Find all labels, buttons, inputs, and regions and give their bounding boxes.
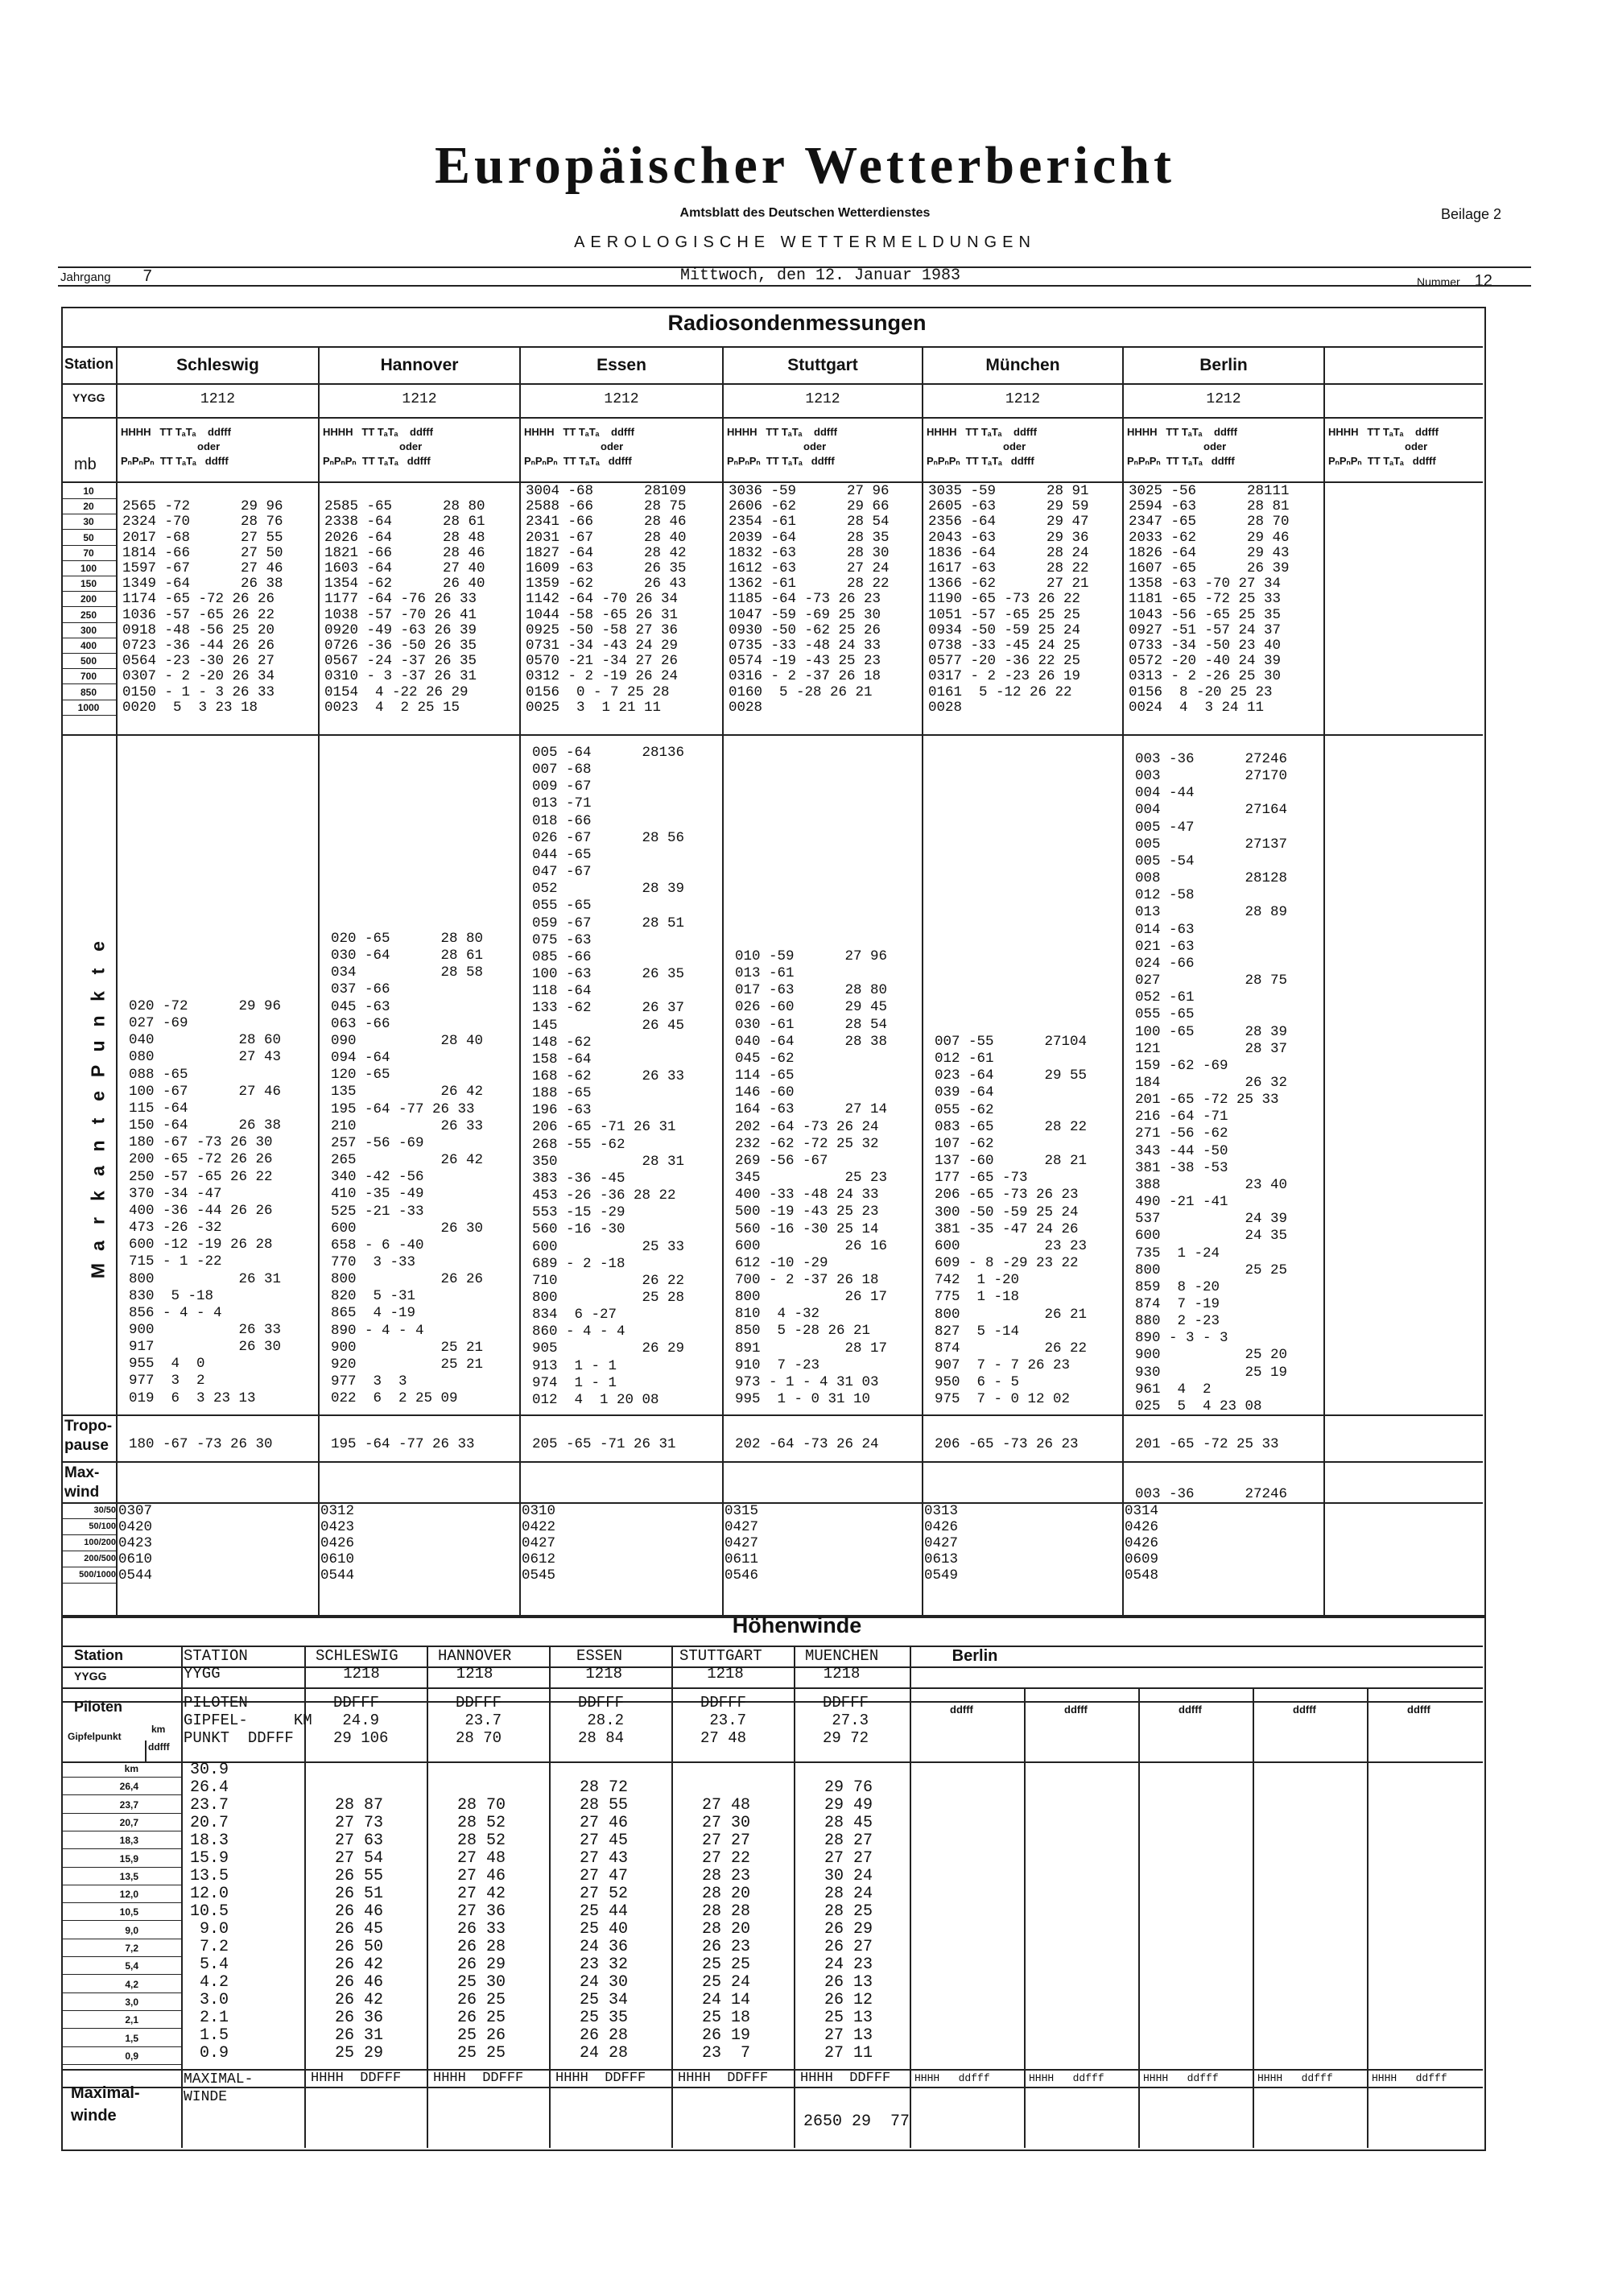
hw-ddfff-header: ddfff — [1293, 1703, 1316, 1716]
markante-letter: t — [87, 1117, 109, 1125]
hw-max-hdr: HHHH DDFFF — [433, 2071, 524, 2086]
hw-station-essen: ESSEN 1218 — [576, 1647, 623, 1683]
hw-max-hdr-small: HHHH ddfff — [1372, 2072, 1447, 2084]
layer-label: 50/100 — [89, 1522, 116, 1531]
km-level: 0,9 — [125, 2050, 138, 2062]
yygg-value: 1212 — [200, 391, 236, 407]
km-rule — [63, 1867, 181, 1868]
mb-rule — [63, 668, 116, 669]
layer-rule — [63, 1518, 116, 1519]
col-divider — [1367, 1687, 1368, 2148]
km-rule — [63, 1902, 181, 1903]
col-divider — [922, 346, 923, 1615]
rule — [63, 1761, 1483, 1763]
rule — [63, 1687, 1483, 1689]
mb-level: 70 — [83, 547, 94, 559]
yygg-value: 1212 — [1206, 391, 1241, 407]
hw-piloten-essen: DDFFF 28.2 28 84 — [578, 1694, 625, 1747]
jahrgang-info — [60, 267, 152, 286]
col-header-line1: HHHH TT TₐTₐ ddfff — [323, 426, 433, 438]
mb-rule — [63, 683, 116, 684]
hw-head-col: STATION YYGG — [184, 1647, 248, 1683]
markante-letter: e — [87, 941, 109, 952]
hw-ddfff-label: ddfff — [148, 1741, 170, 1753]
hw-piloten-schleswig: DDFFF 24.9 29 106 — [333, 1694, 389, 1747]
rule — [63, 383, 1483, 385]
hw-max-hdr: HHHH DDFFF — [678, 2071, 769, 2086]
hw-piloten-hannover: DDFFF 23.7 28 70 — [456, 1694, 502, 1747]
col-header-line1: HHHH TT TₐTₐ ddfff — [927, 426, 1037, 438]
station-label: Station — [64, 356, 114, 372]
hw-max-hdr-small: HHHH ddfff — [1143, 2072, 1219, 2084]
km-rule — [63, 1992, 181, 1993]
markante-essen: 005 -64 28136 007 -68 009 -67 013 -71 018 -66 026 -67 28 56 044 -65 047 -67 052 28 39 055 -65 059 -67 28 51 075 -63 085 -66 100 -63 26 35 118 -64 133 -62 26 37 145 26 45 148 -62 158 -64 168 -62 26 33 188 -65 196 -63 206 -65 -71 26 31 268 -55 -62 350 28 31 383 -36 -45 453 -26 -36 28 22 553 -15 -29 560 -16 -30 600 25 33 689 - 2 -18 710 26 22 800 25 28 834 6 -27 860 - 4 - 4 905 26 29 913 1 - 1 974 1 - 1 012 4 1 20 08 — [532, 745, 685, 1408]
issue-date: Mittwoch, den 12. Januar 1983 — [680, 266, 961, 285]
tropopause-muenchen: 206 -65 -73 26 23 — [935, 1436, 1079, 1452]
tropopause-stuttgart: 202 -64 -73 26 24 — [735, 1436, 879, 1452]
col-header-oder: oder — [399, 440, 423, 452]
hw-station-label: Station — [74, 1647, 123, 1663]
hw-ddfff-header: ddfff — [1064, 1703, 1088, 1716]
markante-letter: P — [87, 1064, 109, 1078]
col-divider — [1253, 1687, 1254, 2148]
yygg-value: 1212 — [402, 391, 437, 407]
markante-letter: k — [87, 1191, 109, 1201]
km-rule — [63, 1794, 181, 1795]
beilage-label: Beilage 2 — [1441, 206, 1502, 222]
layer-rule — [63, 1534, 116, 1535]
page-title: Europäischer Wetterbericht — [434, 136, 1176, 195]
hw-max-hdr: HHHH DDFFF — [800, 2071, 891, 2086]
jahrgang-value: 7 — [142, 267, 152, 285]
markante-letter: n — [87, 1140, 109, 1152]
km-rule — [63, 1813, 181, 1814]
tropopause-essen: 205 -65 -71 26 31 — [532, 1436, 676, 1452]
col-divider — [549, 1646, 551, 2148]
km-level: 13,5 — [119, 1870, 138, 1882]
rule — [63, 734, 1483, 736]
mb-level: 250 — [80, 609, 97, 621]
col-header-oder: oder — [803, 440, 827, 452]
col-header-line1: HHHH TT TₐTₐ ddfff — [1328, 426, 1439, 438]
layers-muenchen: 0313 0426 0427 0613 0549 — [924, 1503, 959, 1584]
layers-berlin: 0314 0426 0426 0609 0548 — [1125, 1503, 1159, 1584]
main-rows-schleswig: 2565 -72 29 96 2324 -70 28 76 2017 -68 27 55 1814 -66 27 50 1597 -67 27 46 1349 -64 26 38 1174 -65 -72 26 26 1036 -57 -65 26 22 0918 -48 -56 25 20 0723 -36 -44 26 26 0564 -23 -30 26 27 0307 - 2 -20 26 34 0150 - 1 - 3 26 33 0020 5 3 23 18 — [122, 498, 283, 716]
markante-letter: t — [87, 968, 109, 975]
maximalwinde-label: Maximal- winde — [71, 2084, 140, 2125]
maxwind-label: Max- wind — [64, 1464, 100, 1501]
rule — [63, 1666, 1483, 1668]
col-divider — [794, 1646, 795, 2148]
km-level: 12,0 — [119, 1889, 138, 1901]
yygg-value: 1212 — [805, 391, 840, 407]
mb-level: 150 — [80, 578, 97, 590]
mb-level: 50 — [83, 531, 94, 543]
mb-level: 20 — [83, 501, 94, 513]
tropopause-schleswig: 180 -67 -73 26 30 — [129, 1436, 273, 1452]
nummer-value: 12 — [1474, 272, 1492, 290]
markante-letter: r — [87, 1217, 109, 1224]
nummer-label: Nummer — [1417, 275, 1460, 288]
layer-label: 30/50 — [93, 1505, 116, 1515]
hw-max-hdr-small: HHHH ddfff — [1257, 2072, 1333, 2084]
mb-rule — [63, 622, 116, 623]
tropopause-hannover: 195 -64 -77 26 33 — [331, 1436, 475, 1452]
col-header — [1127, 425, 1237, 469]
km-rule — [63, 2010, 181, 2011]
hw-station-stuttgart: STUTTGART 1218 — [679, 1647, 762, 1683]
hw-km-values: 30.9 26.4 23.7 20.7 18.3 15.9 13.5 12.0 10.5 9.0 7.2 5.4 4.2 3.0 2.1 1.5 0.9 — [190, 1761, 229, 2063]
km-level: 15,9 — [119, 1852, 138, 1864]
km-level: 7,2 — [125, 1943, 138, 1954]
mb-level: 400 — [80, 640, 97, 651]
hw-ddfff-header: ddfff — [1407, 1703, 1430, 1716]
hw-winds-stuttgart: 27 48 27 30 27 27 27 22 28 23 28 20 28 28 28 20 26 23 25 25 25 24 24 14 25 18 26 19 23 7 — [702, 1796, 751, 2063]
rule — [63, 1461, 1483, 1463]
tropopause-berlin: 201 -65 -72 25 33 — [1135, 1436, 1279, 1452]
markante-muenchen: 007 -55 27104 012 -61 023 -64 29 55 039 -64 055 -62 083 -65 28 22 107 -62 137 -60 28 21 177 -65 -73 206 -65 -73 26 23 300 -50 -59 25 24 381 -35 -47 24 26 600 23 23 609 - 8 -29 23 22 742 1 -20 775 1 -18 800 26 21 827 5 -14 874 26 22 907 7 - 7 26 23 950 6 - 5 975 7 - 0 12 02 — [935, 1034, 1088, 1408]
col-header-oder: oder — [1003, 440, 1026, 452]
mb-rule — [63, 529, 116, 530]
km-level: 9,0 — [125, 1924, 138, 1936]
col-divider — [145, 1741, 147, 1761]
km-level: 5,4 — [125, 1960, 138, 1972]
col-header-oder: oder — [601, 440, 624, 452]
rule — [63, 2087, 1483, 2088]
mb-level: 30 — [83, 516, 94, 528]
hw-max-hdr: HHHH DDFFF — [311, 2071, 402, 2086]
mb-rule — [63, 653, 116, 654]
km-level: 26,4 — [119, 1781, 138, 1793]
col-header-line2: PₙPₙPₙ TT TₐTₐ ddfff — [323, 455, 431, 467]
station-name-berlin: Berlin — [1199, 356, 1248, 374]
col-header-oder: oder — [197, 440, 221, 452]
section-subtitle: AEROLOGISCHE WETTERMELDUNGEN — [574, 233, 1036, 251]
mb-rule — [63, 498, 116, 499]
col-header-line2: PₙPₙPₙ TT TₐTₐ ddfff — [524, 455, 632, 467]
mb-rule — [63, 591, 116, 592]
col-header-line1: HHHH TT TₐTₐ ddfff — [524, 426, 634, 438]
jahrgang-label: Jahrgang — [60, 270, 111, 284]
col-header-line2: PₙPₙPₙ TT TₐTₐ ddfff — [927, 455, 1034, 467]
col-divider — [1024, 1687, 1026, 2148]
mb-rule — [63, 606, 116, 607]
mb-level: 850 — [80, 686, 97, 698]
hw-station-schleswig: SCHLESWIG 1218 — [316, 1647, 398, 1683]
col-divider — [181, 1646, 183, 2148]
col-divider — [722, 346, 724, 1615]
layer-rule — [63, 1583, 116, 1584]
rule — [63, 1646, 1483, 1647]
hw-winds-essen: 28 72 28 55 27 46 27 45 27 43 27 47 27 52 25 44 25 40 24 36 23 32 24 30 25 34 25 35 26 28 24 28 — [580, 1778, 629, 2063]
markante-schleswig: 020 -72 29 96 027 -69 040 28 60 080 27 43 088 -65 100 -67 27 46 115 -64 150 -64 26 38 180 -67 -73 26 30 200 -65 -72 26 26 250 -57 -65 26 22 370 -34 -47 400 -36 -44 26 26 473 -26 -32 600 -12 -19 26 28 715 - 1 -22 800 26 31 830 5 -18 856 - 4 - 4 900 26 33 917 26 30 955 4 0 977 3 2 019 6 3 23 13 — [129, 998, 282, 1406]
km-rule — [63, 1956, 181, 1957]
main-rows-essen: 3004 -68 28109 2588 -66 28 75 2341 -66 28 46 2031 -67 28 40 1827 -64 28 42 1609 -63 26 35 1359 -62 26 43 1142 -64 -70 26 34 1044 -58 -65 26 31 0925 -50 -58 27 36 0731 -34 -43 24 29 0570 -21 -34 27 26 0312 - 2 -19 26 24 0156 0 - 7 25 28 0025 3 1 21 11 — [526, 483, 687, 716]
mb-rule — [63, 545, 116, 546]
hw-yygg-label: YYGG — [74, 1670, 107, 1683]
station-name-stuttgart: Stuttgart — [787, 356, 858, 374]
amtsblatt-subtitle: Amtsblatt des Deutschen Wetterdienstes — [679, 206, 931, 220]
col-header — [121, 425, 231, 469]
col-header-line2: PₙPₙPₙ TT TₐTₐ ddfff — [1127, 455, 1235, 467]
hw-station-hannover: HANNOVER 1218 — [438, 1647, 512, 1683]
main-rows-stuttgart: 3036 -59 27 96 2606 -62 29 66 2354 -61 28 54 2039 -64 28 35 1832 -63 28 30 1612 -63 27 24 1362 -61 28 22 1185 -64 -73 26 23 1047 -59 -69 25 30 0930 -50 -62 25 26 0735 -33 -48 24 33 0574 -19 -43 25 23 0316 - 2 -37 26 18 0160 5 -28 26 21 0028 — [729, 483, 890, 716]
markante-letter: e — [87, 1091, 109, 1101]
mb-level: 500 — [80, 655, 97, 667]
yygg-label: YYGG — [72, 391, 105, 404]
hw-ddfff-header: ddfff — [1179, 1703, 1202, 1716]
col-header — [524, 425, 634, 469]
km-level: 10,5 — [119, 1906, 138, 1918]
mb-label: mb — [74, 456, 97, 473]
layers-essen: 0310 0422 0427 0612 0545 — [522, 1503, 556, 1584]
hw-piloten-stuttgart: DDFFF 23.7 27 48 — [700, 1694, 747, 1747]
hw-max-hdr: HHHH DDFFF — [555, 2071, 646, 2086]
km-level: 2,1 — [125, 2014, 138, 2026]
rule — [63, 2069, 1483, 2071]
mb-level: 1000 — [77, 701, 100, 713]
col-divider — [1138, 1687, 1140, 2148]
km-level: 4,2 — [125, 1978, 138, 1990]
col-divider — [910, 1646, 911, 2148]
markante-punkte-label — [87, 934, 109, 1283]
col-header — [927, 425, 1037, 469]
layer-label: 100/200 — [84, 1538, 116, 1547]
mb-level: 700 — [80, 671, 97, 683]
markante-berlin: 003 -36 27246 003 27170 004 -44 004 27164 005 -47 005 27137 005 -54 008 28128 012 -58 013 28 89 014 -63 021 -63 024 -66 027 28 75 052 -61 055 -65 100 -65 28 39 121 28 37 159 -62 -69 184 26 32 201 -65 -72 25 33 216 -64 -71 271 -56 -62 343 -44 -50 381 -38 -53 388 23 40 490 -21 -41 537 24 39 600 24 35 735 1 -24 800 25 25 859 8 -20 874 7 -19 880 2 -23 890 - 3 - 3 900 25 20 930 25 19 961 4 2 025 5 4 23 08 — [1135, 751, 1288, 1414]
markante-letter: a — [87, 1166, 109, 1176]
main-rows-hannover: 2585 -65 28 80 2338 -64 28 61 2026 -64 28 48 1821 -66 28 46 1603 -64 27 40 1354 -62 26 40 1177 -64 -76 26 33 1038 -57 -70 26 41 0920 -49 -63 26 39 0726 -36 -50 26 35 0567 -24 -37 26 35 0310 - 3 -37 26 31 0154 4 -22 26 29 0023 4 2 25 15 — [324, 498, 485, 716]
col-header-line2: PₙPₙPₙ TT TₐTₐ ddfff — [121, 455, 229, 467]
km-rule — [63, 1920, 181, 1921]
km-rule — [63, 2046, 181, 2047]
col-header-line2: PₙPₙPₙ TT TₐTₐ ddfff — [1328, 455, 1436, 467]
header-rule-bottom — [58, 285, 1531, 287]
hw-ddfff-header: ddfff — [950, 1703, 973, 1716]
hw-piloten-col: PILOTEN GIPFEL- KM PUNKT DDFFF — [184, 1694, 312, 1747]
layers-stuttgart: 0315 0427 0427 0611 0546 — [724, 1503, 759, 1584]
yygg-value: 1212 — [1005, 391, 1041, 407]
hw-gipfelpunkt-label: Gipfelpunkt — [68, 1731, 122, 1742]
km-rule — [63, 2064, 181, 2065]
mb-level: 200 — [80, 593, 97, 605]
col-divider — [1122, 346, 1124, 1615]
col-header-line1: HHHH TT TₐTₐ ddfff — [727, 426, 837, 438]
hw-piloten-label: Piloten — [74, 1699, 123, 1715]
station-name-hannover: Hannover — [380, 356, 459, 374]
layers-hannover: 0312 0423 0426 0610 0544 — [320, 1503, 355, 1584]
markante-letter: a — [87, 1241, 109, 1251]
markante-letter: M — [87, 1262, 109, 1279]
hw-station-muenchen: MUENCHEN 1218 — [805, 1647, 879, 1683]
km-rule — [63, 1974, 181, 1975]
markante-hannover: 020 -65 28 80 030 -64 28 61 034 28 58 037 -66 045 -63 063 -66 090 28 40 094 -64 120 -65 135 26 42 195 -64 -77 26 33 210 26 33 257 -56 -69 265 26 42 340 -42 -56 410 -35 -49 525 -21 -33 600 26 30 658 - 6 -40 770 3 -33 800 26 26 820 5 -31 865 4 -19 890 - 4 - 4 900 25 21 920 25 21 977 3 3 022 6 2 25 09 — [331, 931, 484, 1407]
markante-stuttgart: 010 -59 27 96 013 -61 017 -63 28 80 026 -60 29 45 030 -61 28 54 040 -64 28 38 045 -62 114 -65 146 -60 164 -63 27 14 202 -64 -73 26 24 232 -62 -72 25 32 269 -56 -67 345 25 23 400 -33 -48 24 33 500 -19 -43 25 23 560 -16 -30 25 14 600 26 16 612 -10 -29 700 - 2 -37 26 18 800 26 17 810 4 -32 850 5 -28 26 21 891 28 17 910 7 -23 973 - 1 - 4 31 03 995 1 - 0 31 10 — [735, 948, 888, 1408]
mb-rule — [63, 560, 116, 561]
col-divider — [116, 346, 118, 1615]
rule — [63, 417, 1483, 419]
col-header-oder: oder — [1203, 440, 1227, 452]
station-name-essen: Essen — [597, 356, 646, 374]
markante-letter: u — [87, 1040, 109, 1052]
hw-winds-hannover: 28 70 28 52 28 52 27 48 27 46 27 42 27 36 26 33 26 28 26 29 25 30 26 25 26 25 25 26 25 25 — [457, 1796, 506, 2063]
hw-max-hdr-small: HHHH ddfff — [914, 2072, 990, 2084]
km-rule — [63, 2028, 181, 2029]
layer-label: 200/500 — [84, 1554, 116, 1563]
hw-winds-schleswig: 28 87 27 73 27 63 27 54 26 55 26 51 26 46 26 45 26 50 26 42 26 46 26 42 26 36 26 31 25 29 — [335, 1796, 384, 2063]
col-header — [323, 425, 433, 469]
km-rule — [63, 1848, 181, 1849]
layers-schleswig: 0307 0420 0423 0610 0544 — [118, 1503, 153, 1584]
main-rows-berlin: 3025 -56 28111 2594 -63 28 81 2347 -65 28 70 2033 -62 29 46 1826 -64 29 43 1607 -65 26 39 1358 -63 -70 27 34 1181 -65 -72 25 33 1043 -56 -65 25 35 0927 -51 -57 24 37 0733 -34 -50 23 40 0572 -20 -40 24 39 0313 - 2 -26 25 30 0156 8 -20 25 23 0024 4 3 24 11 — [1129, 483, 1290, 716]
col-divider — [671, 1646, 673, 2148]
km-level: 3,0 — [125, 1996, 138, 2008]
maxwind-berlin: 003 -36 27246 — [1135, 1486, 1288, 1502]
col-header — [727, 425, 837, 469]
hw-station-berlin: Berlin — [952, 1647, 998, 1665]
markante-letter: n — [87, 1015, 109, 1027]
km-level: 23,7 — [119, 1798, 138, 1811]
rule — [63, 346, 1483, 348]
col-divider — [1323, 346, 1325, 1615]
km-rule — [63, 1777, 181, 1778]
mb-rule — [63, 715, 116, 716]
station-name-muenchen: München — [985, 356, 1060, 374]
main-rows-muenchen: 3035 -59 28 91 2605 -63 29 59 2356 -64 29 47 2043 -63 29 36 1836 -64 28 24 1617 -63 28 22 1366 -62 27 21 1190 -65 -73 26 22 1051 -57 -65 25 25 0934 -50 -59 25 24 0738 -33 -45 24 25 0577 -20 -36 22 25 0317 - 2 -23 26 19 0161 5 -12 26 22 0028 — [928, 483, 1089, 716]
hw-km-label: km — [151, 1724, 166, 1735]
col-divider — [318, 346, 320, 1615]
col-header-line2: PₙPₙPₙ TT TₐTₐ ddfff — [727, 455, 835, 467]
km-level: 20,7 — [119, 1816, 138, 1828]
hw-piloten-muenchen: DDFFF 27.3 29 72 — [823, 1694, 869, 1747]
col-divider — [427, 1646, 428, 2148]
nummer-info — [1417, 272, 1492, 291]
col-divider — [519, 346, 521, 1615]
mb-level: 10 — [83, 485, 94, 497]
hw-max-muenchen: 2650 29 77 — [803, 2112, 910, 2131]
mb-level: 100 — [80, 563, 97, 574]
km-level: km — [124, 1763, 138, 1774]
col-header-line1: HHHH TT TₐTₐ ddfff — [121, 426, 231, 438]
hw-max-hdr-small: HHHH ddfff — [1029, 2072, 1104, 2084]
radiosonde-title: Radiosondenmessungen — [667, 311, 927, 335]
station-name-schleswig: Schleswig — [176, 356, 259, 374]
markante-letter: k — [87, 991, 109, 1001]
mb-level: 300 — [80, 624, 97, 636]
layer-label: 500/1000 — [79, 1570, 116, 1580]
hw-winds-muenchen: 29 76 29 49 28 45 28 27 27 27 30 24 28 24 28 25 26 29 26 27 24 23 26 13 26 12 25 13 27 13 27 11 — [824, 1778, 873, 2063]
km-level: 18,3 — [119, 1835, 138, 1847]
km-level: 1,5 — [125, 2032, 138, 2044]
tropopause-label: Tropo- pause — [64, 1418, 113, 1454]
col-header-line1: HHHH TT TₐTₐ ddfff — [1127, 426, 1237, 438]
col-header-oder: oder — [1405, 440, 1428, 452]
col-header — [1328, 425, 1439, 469]
hw-maximal-col: MAXIMAL- WINDE — [184, 2071, 254, 2105]
yygg-value: 1212 — [604, 391, 639, 407]
hoehenwinde-title: Höhenwinde — [732, 1613, 862, 1637]
